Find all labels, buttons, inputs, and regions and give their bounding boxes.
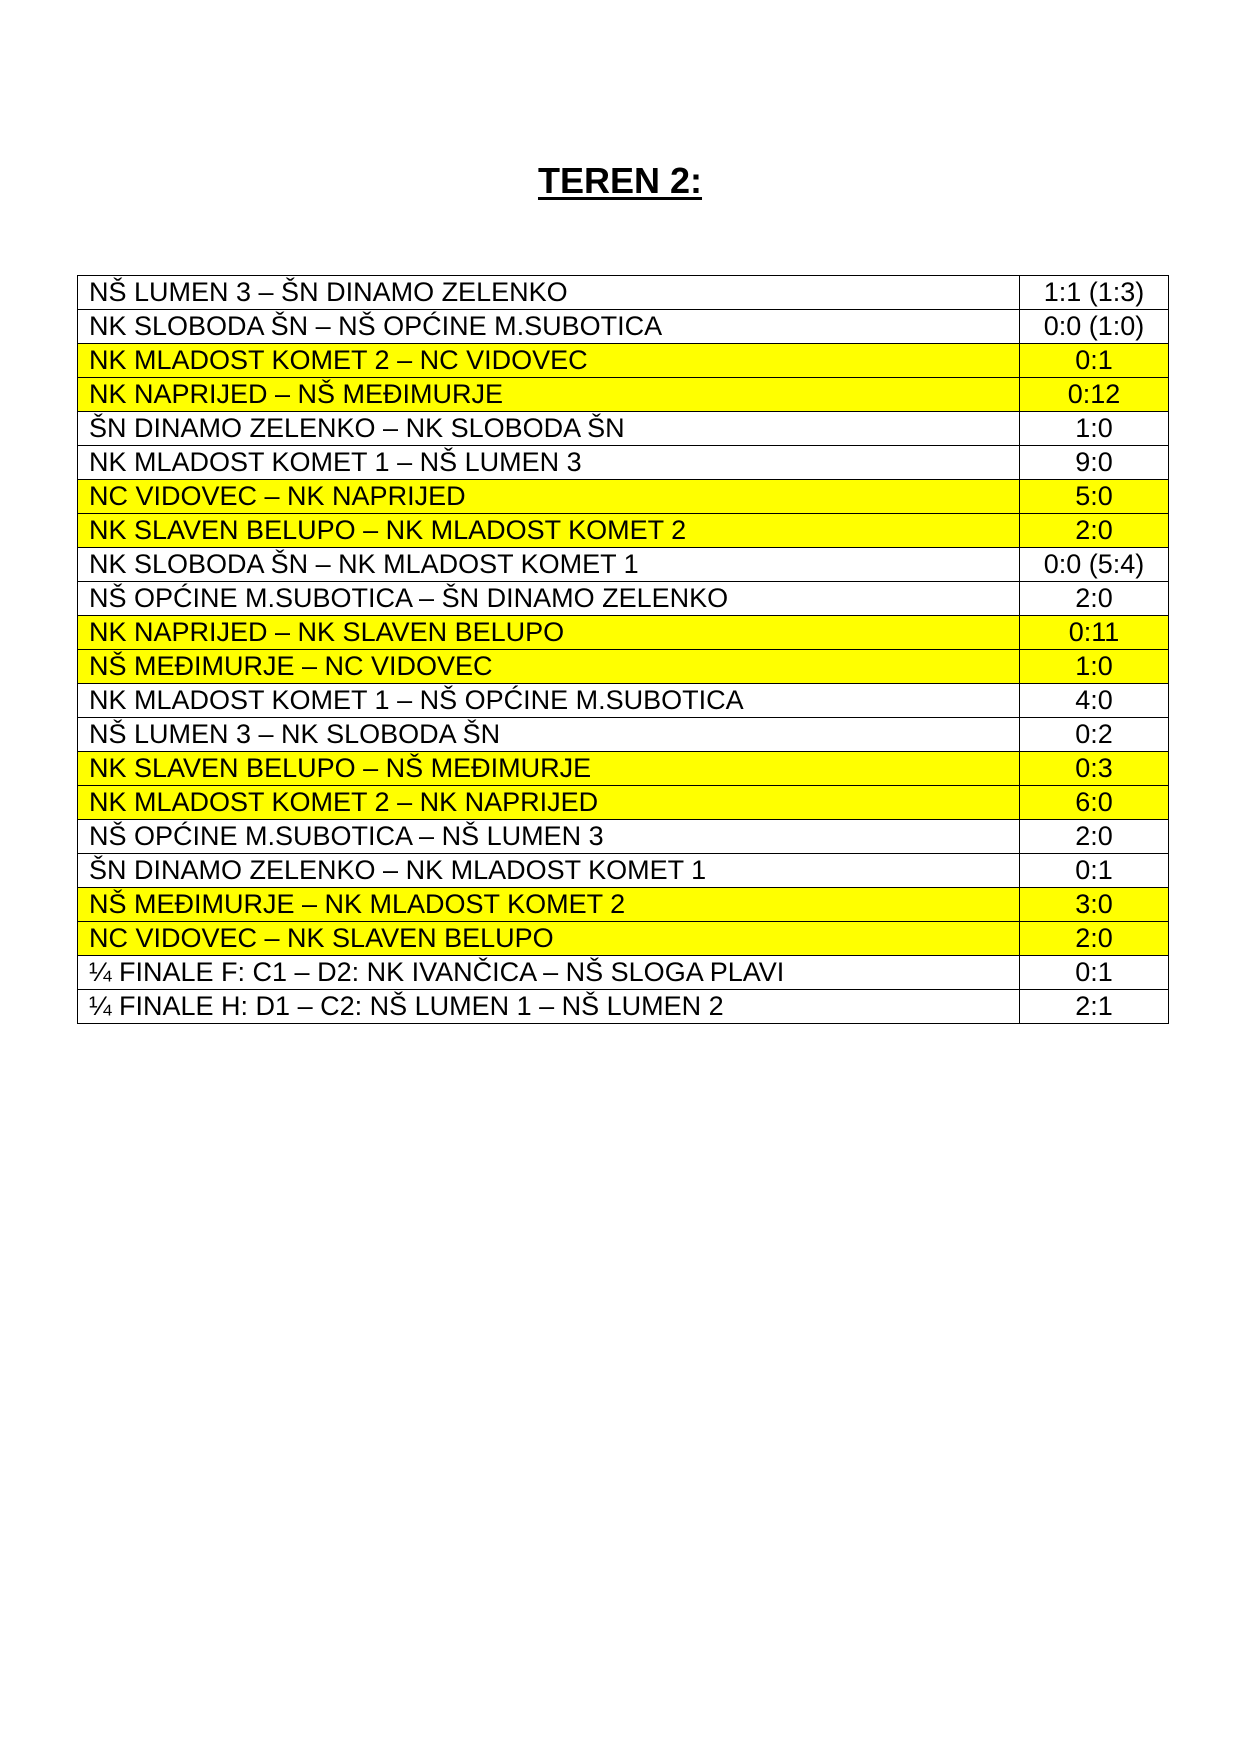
table-row (78, 956, 1169, 990)
page-title: TEREN 2: (537, 160, 703, 201)
match-cell: NK MLADOST KOMET 1 – NŠ LUMEN 3 (78, 446, 1020, 480)
table-row (78, 514, 1169, 548)
table-row (78, 276, 1169, 310)
table-row (78, 888, 1169, 922)
match-cell: NK NAPRIJED – NŠ MEĐIMURJE (78, 378, 1020, 412)
score-cell: 1:0 (1020, 650, 1169, 684)
score-cell: 1:0 (1020, 412, 1169, 446)
match-cell: NK SLAVEN BELUPO – NŠ MEĐIMURJE (78, 752, 1020, 786)
table-row (78, 378, 1169, 412)
results-table-body (78, 276, 1169, 1024)
score-cell: 2:0 (1020, 820, 1169, 854)
score-cell: 9:0 (1020, 446, 1169, 480)
score-cell: 0:3 (1020, 752, 1169, 786)
match-cell: NK MLADOST KOMET 1 – NŠ OPĆINE M.SUBOTICA (78, 684, 1020, 718)
match-cell: NŠ MEĐIMURJE – NC VIDOVEC (78, 650, 1020, 684)
table-row (78, 582, 1169, 616)
table-row (78, 718, 1169, 752)
match-cell: NK MLADOST KOMET 2 – NC VIDOVEC (78, 344, 1020, 378)
table-row (78, 650, 1169, 684)
score-cell: 0:2 (1020, 718, 1169, 752)
match-cell: NK SLOBODA ŠN – NŠ OPĆINE M.SUBOTICA (78, 310, 1020, 344)
match-cell: NK SLOBODA ŠN – NK MLADOST KOMET 1 (78, 548, 1020, 582)
score-cell: 1:1 (1:3) (1020, 276, 1169, 310)
match-cell: NŠ LUMEN 3 – ŠN DINAMO ZELENKO (78, 276, 1020, 310)
match-cell: ŠN DINAMO ZELENKO – NK MLADOST KOMET 1 (78, 854, 1020, 888)
score-cell: 5:0 (1020, 480, 1169, 514)
table-row (78, 854, 1169, 888)
table-row (78, 990, 1169, 1024)
match-cell: NC VIDOVEC – NK NAPRIJED (78, 480, 1020, 514)
match-cell: NK NAPRIJED – NK SLAVEN BELUPO (78, 616, 1020, 650)
score-cell: 2:0 (1020, 922, 1169, 956)
match-cell: NŠ MEĐIMURJE – NK MLADOST KOMET 2 (78, 888, 1020, 922)
score-cell: 2:0 (1020, 582, 1169, 616)
results-table (77, 275, 1169, 1024)
match-cell: ¼ FINALE F: C1 – D2: NK IVANČICA – NŠ SLOGA PLAVI (78, 956, 1020, 990)
match-cell: ŠN DINAMO ZELENKO – NK SLOBODA ŠN (78, 412, 1020, 446)
table-row (78, 446, 1169, 480)
match-cell: NK SLAVEN BELUPO – NK MLADOST KOMET 2 (78, 514, 1020, 548)
match-cell: NK MLADOST KOMET 2 – NK NAPRIJED (78, 786, 1020, 820)
score-cell: 3:0 (1020, 888, 1169, 922)
table-row (78, 310, 1169, 344)
match-cell: ¼ FINALE H: D1 – C2: NŠ LUMEN 1 – NŠ LUMEN 2 (78, 990, 1020, 1024)
table-row (78, 684, 1169, 718)
score-cell: 0:12 (1020, 378, 1169, 412)
match-cell: NŠ LUMEN 3 – NK SLOBODA ŠN (78, 718, 1020, 752)
table-row (78, 786, 1169, 820)
score-cell: 0:0 (1:0) (1020, 310, 1169, 344)
table-row (78, 820, 1169, 854)
match-cell: NC VIDOVEC – NK SLAVEN BELUPO (78, 922, 1020, 956)
table-row (78, 922, 1169, 956)
table-row (78, 752, 1169, 786)
score-cell: 4:0 (1020, 684, 1169, 718)
table-row (78, 412, 1169, 446)
score-cell: 6:0 (1020, 786, 1169, 820)
table-row (78, 480, 1169, 514)
match-cell: NŠ OPĆINE M.SUBOTICA – NŠ LUMEN 3 (78, 820, 1020, 854)
score-cell: 0:0 (5:4) (1020, 548, 1169, 582)
score-cell: 0:1 (1020, 956, 1169, 990)
score-cell: 0:1 (1020, 344, 1169, 378)
score-cell: 2:1 (1020, 990, 1169, 1024)
score-cell: 2:0 (1020, 514, 1169, 548)
score-cell: 0:1 (1020, 854, 1169, 888)
table-row (78, 344, 1169, 378)
match-cell: NŠ OPĆINE M.SUBOTICA – ŠN DINAMO ZELENKO (78, 582, 1020, 616)
table-row (78, 548, 1169, 582)
table-row (78, 616, 1169, 650)
score-cell: 0:11 (1020, 616, 1169, 650)
